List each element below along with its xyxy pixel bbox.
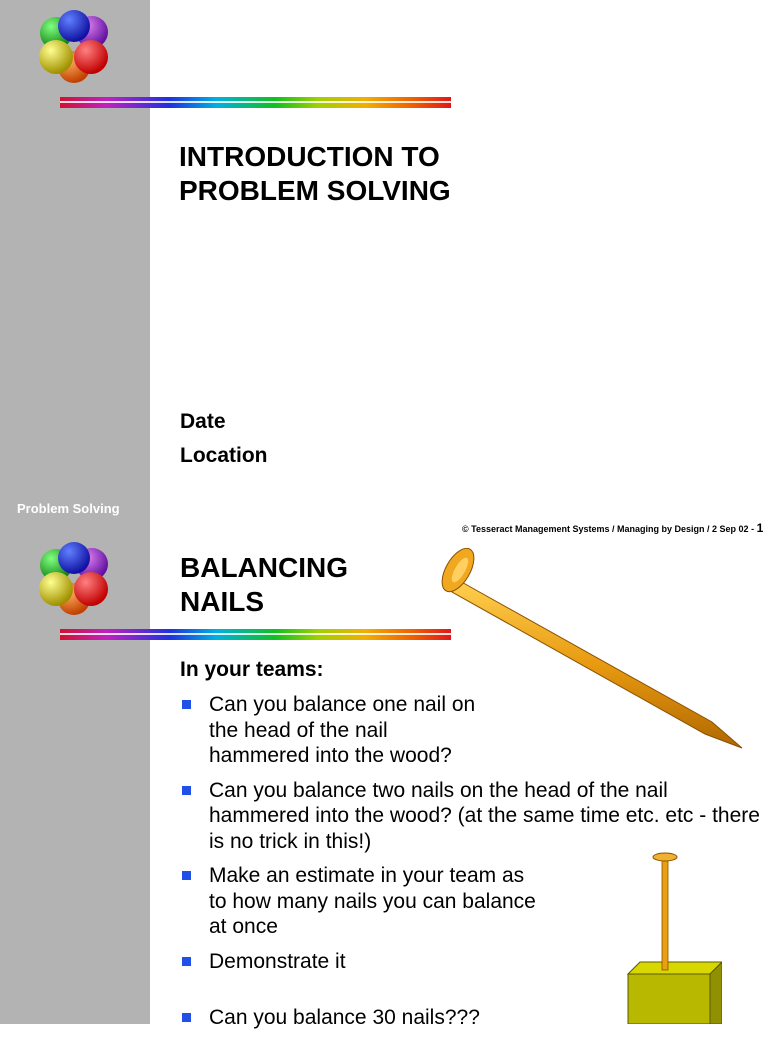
location-label: Location xyxy=(180,444,268,467)
slide2-title xyxy=(180,551,348,619)
bullet-square-icon xyxy=(182,700,191,709)
page-number: 1 xyxy=(756,521,764,535)
footer-copyright: © Tesseract Management Systems / Managing by Design / 2 Sep 02 - xyxy=(462,524,757,534)
list-item-text: Can you balance 30 nails??? xyxy=(209,1006,480,1029)
slide2-title-line1: BALANCING xyxy=(180,552,348,583)
bullet-square-icon xyxy=(182,871,191,880)
list-item-text: Demonstrate it xyxy=(209,949,346,973)
slide1-title xyxy=(179,140,451,208)
rainbow-divider xyxy=(60,97,451,108)
list-item-text: Can you balance two nails on the head of the nail hammered into the wood? (at the same time etc. etc - there is no trick in this!) xyxy=(209,778,760,853)
list-item-text: Can you balance one nail on the head of the nail hammered into the wood? xyxy=(209,693,476,767)
bullet-square-icon xyxy=(182,957,191,966)
slide1-title-line2: PROBLEM SOLVING xyxy=(179,175,451,206)
slide-footer xyxy=(462,521,763,535)
date-label: Date xyxy=(180,410,226,433)
slide1-title-line1: INTRODUCTION TO xyxy=(179,141,440,172)
list-item xyxy=(180,863,539,940)
slide2-title-line2: NAILS xyxy=(180,586,264,617)
rainbow-divider xyxy=(60,629,451,640)
list-item xyxy=(180,778,760,855)
sidebar-title: Problem Solving xyxy=(17,501,120,516)
bullet-square-icon xyxy=(182,1013,191,1022)
nail-in-wood-block-icon xyxy=(626,850,722,1024)
slide2-subhead: In your teams: xyxy=(180,658,324,681)
spheres-logo-icon xyxy=(38,541,110,617)
bullet-square-icon xyxy=(182,786,191,795)
list-item-text: Make an estimate in your team as to how many nails you can balance at once xyxy=(209,864,536,938)
spheres-logo-icon xyxy=(38,9,110,85)
list-item xyxy=(180,692,489,769)
